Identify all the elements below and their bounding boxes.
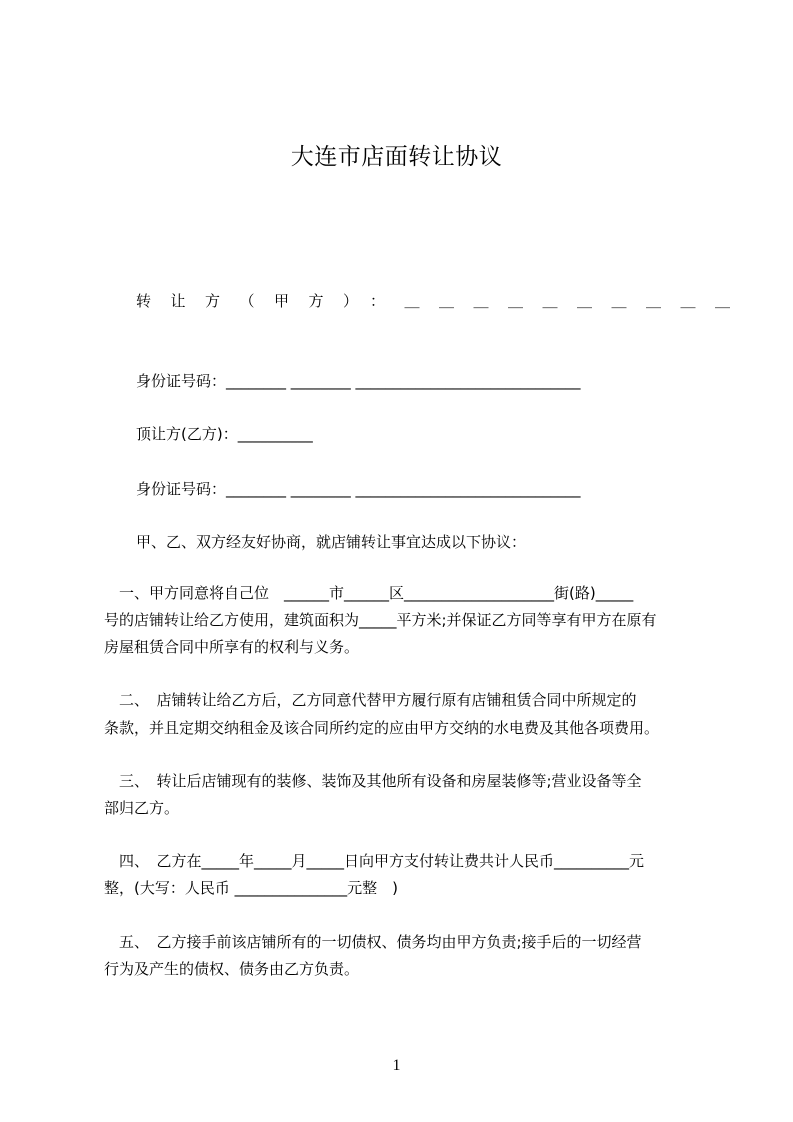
clause-5-line-1: 五、 乙方接手前该店铺所有的一切债权、债务均由甲方负责;接手后的一切经营 [104, 933, 642, 951]
clause-1-line-1: 一、甲方同意将自己位 ______市______区____________________街(路)_____ [104, 584, 634, 602]
page-number: 1 [392, 1057, 401, 1074]
clause-2-line-2: 条款，并且定期交纳租金及该合同所约定的应由甲方交纳的水电费及其他各项费用。 [104, 719, 660, 737]
intro-paragraph: 甲、乙、双方经友好协商，就店铺转让事宜达成以下协议： [136, 533, 527, 551]
clause-4-line-1: 四、 乙方在_____年_____月_____日向甲方支付转让费共计人民币__________元 [104, 852, 645, 870]
clause-5-line-2: 行为及产生的债权、债务由乙方负责。 [104, 960, 360, 978]
clause-1-line-3: 房屋租赁合同中所享有的权利与义务。 [104, 638, 360, 656]
transferee-line: 顶让方(乙方)：__________ [136, 425, 313, 443]
clause-1-line-2: 号的店铺转让给乙方使用，建筑面积为_____平方米;并保证乙方同等享有甲方在原有 [104, 611, 657, 629]
document-title: 大连市店面转让协议 [290, 144, 503, 170]
transferor-id-line: 身份证号码：________ ________ ______________________________ [136, 372, 581, 390]
clause-3-line-1: 三、 转让后店铺现有的装修、装饰及其他所有设备和房屋装修等;营业设备等全 [104, 772, 642, 790]
clause-4-line-2: 整，(大写：人民币 _______________元整 ) [104, 879, 398, 897]
clause-2-line-1: 二、 店铺转让给乙方后，乙方同意代替甲方履行原有店铺租赁合同中所规定的 [104, 691, 637, 709]
transferor-line: 转让方（甲方）：＿＿＿＿＿＿＿＿＿＿ [136, 292, 750, 310]
clause-3-line-2: 部归乙方。 [104, 799, 180, 817]
transferee-id-line: 身份证号码：________ ________ ______________________________ [136, 480, 581, 498]
